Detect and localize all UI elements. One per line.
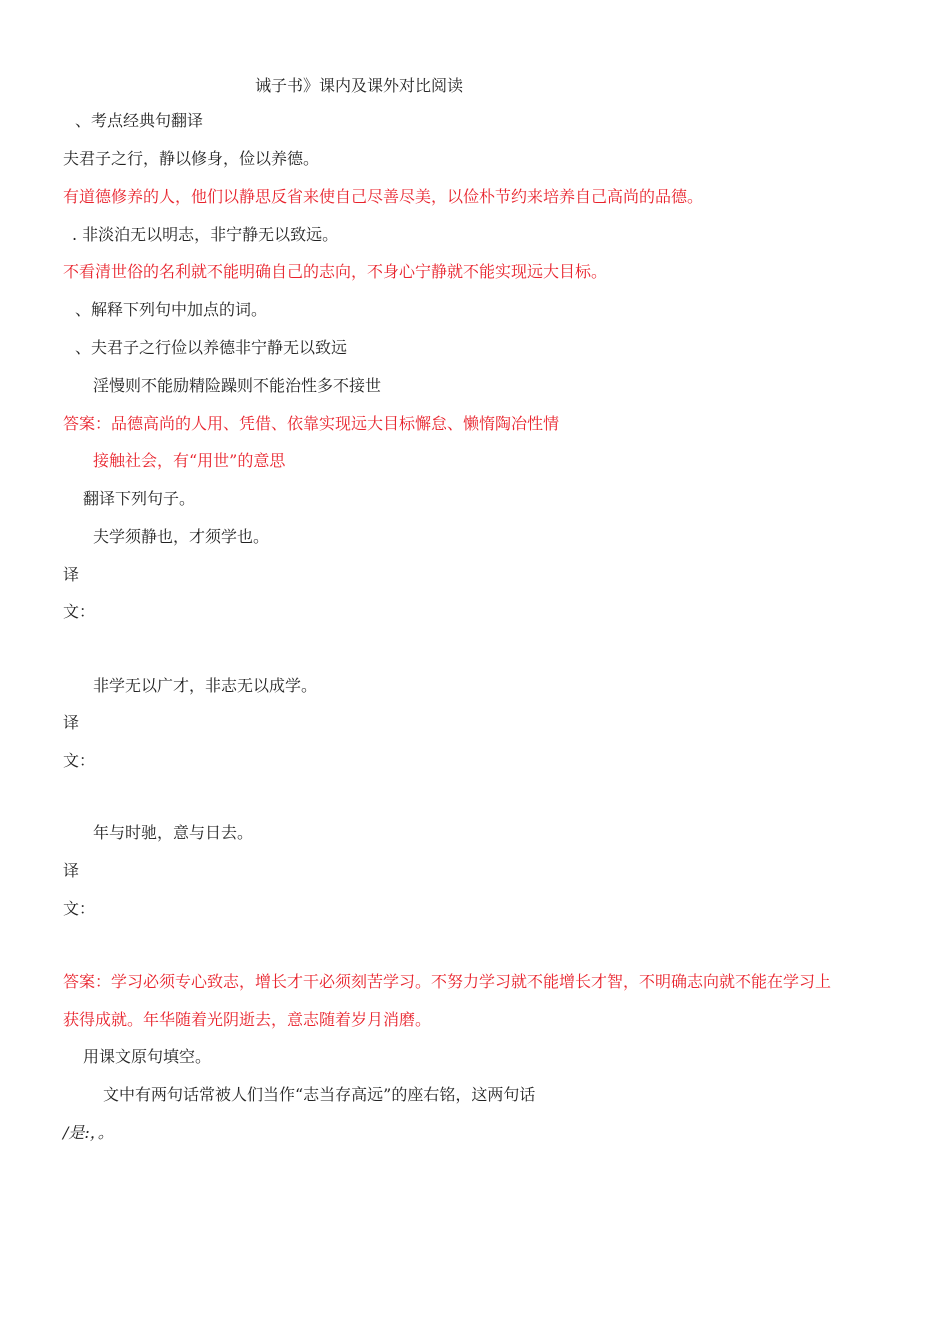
fill-blank-answer-line: /是:，。 [63, 1123, 114, 1142]
translation-answer-1: 有道德修养的人，他们以静思反省来使自己尽善尽美，以俭朴节约来培养自己高尚的品德。 [63, 187, 704, 206]
fill-blank-prompt: 文中有两句话常被人们当作“志当存高远”的座右铭，这两句话 [103, 1085, 536, 1104]
translation-label-yi-3: 译 [63, 861, 80, 880]
classic-sentence-1: 夫君子之行，静以修身，俭以养德。 [63, 149, 320, 168]
translation-label-wen-1: 文： [63, 602, 96, 621]
translate-question-3: 年与时驰，意与日去。 [93, 823, 254, 842]
translation-answer-2: 不看清世俗的名利就不能明确自己的志向，不身心宁静就不能实现远大目标。 [63, 262, 608, 281]
translation-label-yi-2: 译 [63, 713, 80, 732]
translation-label-wen-3: 文： [63, 899, 96, 918]
classic-sentence-2: . 非淡泊无以明志，非宁静无以致远。 [72, 225, 339, 244]
sentence-words-line-2: 淫慢则不能励精险躁则不能治性多不接世 [93, 376, 382, 395]
word-answer-line-1: 答案：品德高尚的人用、凭借、依靠实现远大目标懈怠、懒惰陶冶性情 [63, 414, 560, 433]
sentence-answer-line-2: 获得成就。年华随着光阴逝去，意志随着岁月消磨。 [63, 1010, 432, 1029]
section-heading-explain-words: 、解释下列句中加点的词。 [75, 300, 268, 319]
document-title: 诫子书》课内及课外对比阅读 [255, 76, 464, 95]
translation-label-yi-1: 译 [63, 565, 80, 584]
word-answer-line-2: 接触社会，有“用世”的意思 [93, 451, 286, 470]
section-heading-translate-sentences: 翻译下列句子。 [83, 489, 196, 508]
translate-question-2: 非学无以广才，非志无以成学。 [93, 676, 318, 695]
section-heading-fill-blank: 用课文原句填空。 [83, 1047, 212, 1066]
translation-label-wen-2: 文： [63, 751, 96, 770]
section-heading-translation: 、考点经典句翻译 [75, 111, 204, 130]
section-heading-sentence-words: 、夫君子之行俭以养德非宁静无以致远 [75, 338, 348, 357]
sentence-answer-line-1: 答案：学习必须专心致志，增长才干必须刻苦学习。不努力学习就不能增长才智，不明确志向就不能在学习上 [63, 972, 832, 991]
translate-question-1: 夫学须静也，才须学也。 [93, 527, 270, 546]
